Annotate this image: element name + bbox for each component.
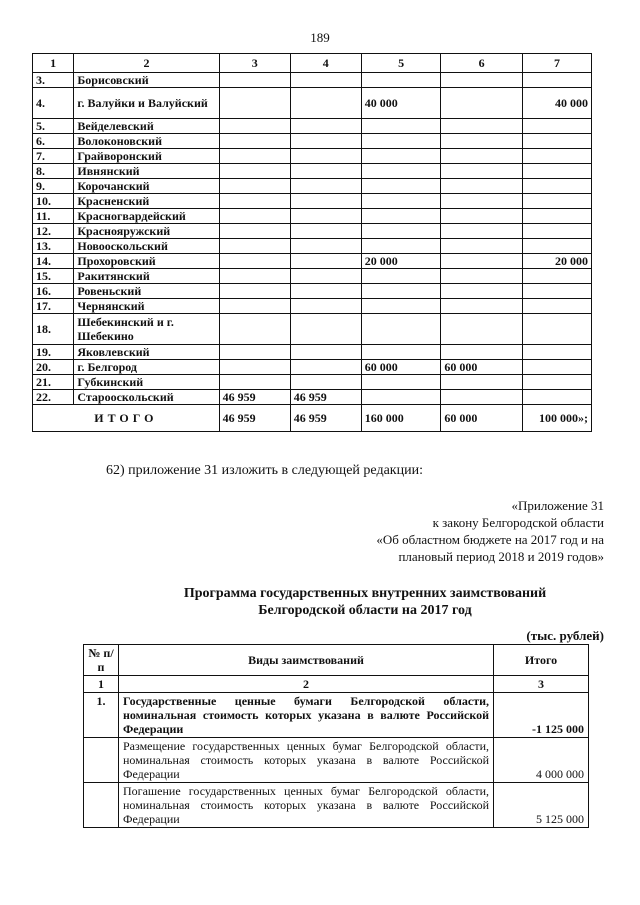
value-cell (290, 179, 361, 194)
table-row (84, 783, 589, 828)
value-cell (523, 149, 592, 164)
value-cell (361, 73, 441, 88)
row-number: 4. (33, 88, 74, 119)
value-cell (523, 224, 592, 239)
value-cell (441, 179, 523, 194)
value-cell (361, 224, 441, 239)
value-cell (523, 375, 592, 390)
value-cell (441, 134, 523, 149)
column-header: 2 (74, 54, 219, 73)
row-number: 1. (84, 693, 119, 738)
value-cell (290, 194, 361, 209)
value-cell (441, 119, 523, 134)
district-name: Ровеньский (74, 284, 219, 299)
value-cell (441, 390, 523, 405)
value-cell (290, 345, 361, 360)
district-name: Краснояружский (74, 224, 219, 239)
borrowing-description: Государственные ценные бумаги Белгородской области, номинальная стоимость которых указана в валюте Российской Федерации (119, 693, 494, 738)
table-row (33, 239, 592, 254)
header-number: № п/п (84, 645, 119, 676)
value-cell (290, 375, 361, 390)
value-cell (361, 149, 441, 164)
value-cell (523, 194, 592, 209)
value-cell (290, 88, 361, 119)
district-name: Старооскольский (74, 390, 219, 405)
total-value: 46 959 (219, 405, 290, 432)
table-row (33, 314, 592, 345)
table-row (33, 390, 592, 405)
value-cell (290, 254, 361, 269)
district-name: Вейделевский (74, 119, 219, 134)
column-number: 1 (84, 676, 119, 693)
value-cell (441, 88, 523, 119)
value-cell: 46 959 (219, 390, 290, 405)
table-row (33, 209, 592, 224)
table-row (33, 88, 592, 119)
district-name: Волоконовский (74, 134, 219, 149)
value-cell (441, 269, 523, 284)
row-number: 3. (33, 73, 74, 88)
value-cell (361, 314, 441, 345)
value-cell (219, 88, 290, 119)
borrowing-program-table (83, 644, 589, 828)
value-cell (361, 179, 441, 194)
district-name: Красногвардейский (74, 209, 219, 224)
value-cell (290, 284, 361, 299)
value-cell (441, 284, 523, 299)
row-number: 18. (33, 314, 74, 345)
district-name: Грайворонский (74, 149, 219, 164)
value-cell: 20 000 (523, 254, 592, 269)
total-value: 60 000 (441, 405, 523, 432)
column-header: 6 (441, 54, 523, 73)
row-number: 13. (33, 239, 74, 254)
value-cell (219, 239, 290, 254)
row-number: 9. (33, 179, 74, 194)
table-row (33, 73, 592, 88)
table-row (84, 738, 589, 783)
value-cell (219, 375, 290, 390)
value-cell (219, 194, 290, 209)
table-row (33, 194, 592, 209)
value-cell (219, 73, 290, 88)
value-cell (361, 375, 441, 390)
annex-line: к закону Белгородской области (432, 515, 604, 530)
value-cell (441, 164, 523, 179)
annex-line: «Об областном бюджете на 2017 год и на (376, 532, 604, 547)
column-header: 7 (523, 54, 592, 73)
total-value: 160 000 (361, 405, 441, 432)
value-cell (290, 134, 361, 149)
header-total: Итого (494, 645, 589, 676)
table-header-row (84, 645, 589, 676)
row-number: 6. (33, 134, 74, 149)
value-cell (219, 314, 290, 345)
row-number: 10. (33, 194, 74, 209)
value-cell (290, 73, 361, 88)
value-cell (523, 119, 592, 134)
value-cell (441, 375, 523, 390)
value-cell (290, 209, 361, 224)
amendment-paragraph: 62) приложение 31 изложить в следующей редакции: (106, 463, 423, 478)
table-row (33, 224, 592, 239)
district-name: Чернянский (74, 299, 219, 314)
row-number: 14. (33, 254, 74, 269)
annex-heading (376, 497, 604, 565)
total-row (33, 405, 592, 432)
column-header: 4 (290, 54, 361, 73)
districts-table (32, 53, 592, 432)
value-cell (219, 149, 290, 164)
value-cell (290, 314, 361, 345)
value-cell (219, 224, 290, 239)
value-cell (441, 209, 523, 224)
value-cell (361, 119, 441, 134)
district-name: Яковлевский (74, 345, 219, 360)
borrowing-amount: 5 125 000 (494, 783, 589, 828)
total-label: ИТОГО (33, 405, 220, 432)
table-row (33, 149, 592, 164)
value-cell: 40 000 (523, 88, 592, 119)
value-cell (219, 269, 290, 284)
borrowing-amount: -1 125 000 (494, 693, 589, 738)
value-cell (361, 209, 441, 224)
table-row (33, 164, 592, 179)
value-cell (219, 284, 290, 299)
column-number: 2 (119, 676, 494, 693)
value-cell (290, 164, 361, 179)
total-value: 46 959 (290, 405, 361, 432)
borrowing-description: Погашение государственных ценных бумаг Белгородской области, номинальная стоимость которых указана в валюте Российской Федерации (119, 783, 494, 828)
annex-line: плановый период 2018 и 2019 годов» (398, 549, 604, 564)
district-name: Шебекинский и г. Шебекино (74, 314, 219, 345)
value-cell (290, 119, 361, 134)
row-number: 16. (33, 284, 74, 299)
document-title (0, 585, 640, 619)
value-cell (361, 390, 441, 405)
column-number: 3 (494, 676, 589, 693)
column-number-row (84, 676, 589, 693)
district-name: Новооскольский (74, 239, 219, 254)
value-cell (523, 209, 592, 224)
value-cell (523, 134, 592, 149)
table-row (33, 179, 592, 194)
table-row (33, 345, 592, 360)
value-cell (441, 345, 523, 360)
row-number: 22. (33, 390, 74, 405)
value-cell (523, 284, 592, 299)
value-cell (361, 299, 441, 314)
row-number (84, 738, 119, 783)
value-cell (219, 134, 290, 149)
district-name: Корочанский (74, 179, 219, 194)
value-cell: 60 000 (361, 360, 441, 375)
column-header: 3 (219, 54, 290, 73)
row-number: 21. (33, 375, 74, 390)
units-label: (тыс. рублей) (526, 628, 604, 643)
header-borrowing-type: Виды заимствований (119, 645, 494, 676)
value-cell (361, 194, 441, 209)
value-cell (219, 209, 290, 224)
row-number: 15. (33, 269, 74, 284)
table-row (33, 119, 592, 134)
column-header: 1 (33, 54, 74, 73)
value-cell (523, 314, 592, 345)
value-cell: 20 000 (361, 254, 441, 269)
value-cell (523, 73, 592, 88)
value-cell (219, 164, 290, 179)
annex-line: «Приложение 31 (511, 498, 604, 513)
table-row (33, 254, 592, 269)
value-cell (523, 360, 592, 375)
value-cell (441, 239, 523, 254)
value-cell (361, 134, 441, 149)
borrowing-description: Размещение государственных ценных бумаг Белгородской области, номинальная стоимость которых указана в валюте Российской Федерации (119, 738, 494, 783)
value-cell (290, 269, 361, 284)
value-cell (523, 239, 592, 254)
value-cell (441, 149, 523, 164)
value-cell (219, 360, 290, 375)
borrowing-amount: 4 000 000 (494, 738, 589, 783)
table-row (33, 375, 592, 390)
value-cell (219, 254, 290, 269)
title-line: Белгородской области на 2017 год (258, 603, 472, 618)
table-row (84, 693, 589, 738)
row-number: 8. (33, 164, 74, 179)
value-cell (290, 360, 361, 375)
table-row (33, 360, 592, 375)
district-name: Борисовский (74, 73, 219, 88)
value-cell (290, 239, 361, 254)
district-name: Ивнянский (74, 164, 219, 179)
page-number: 189 (310, 30, 330, 45)
value-cell (523, 269, 592, 284)
value-cell: 60 000 (441, 360, 523, 375)
value-cell (523, 345, 592, 360)
value-cell (523, 164, 592, 179)
table-row (33, 299, 592, 314)
value-cell (290, 299, 361, 314)
total-value: 100 000»; (523, 405, 592, 432)
district-name: г. Белгород (74, 360, 219, 375)
value-cell (523, 390, 592, 405)
value-cell: 40 000 (361, 88, 441, 119)
district-name: Ракитянский (74, 269, 219, 284)
column-header: 5 (361, 54, 441, 73)
value-cell (441, 314, 523, 345)
row-number (84, 783, 119, 828)
value-cell (361, 269, 441, 284)
row-number: 11. (33, 209, 74, 224)
district-name: Прохоровский (74, 254, 219, 269)
row-number: 20. (33, 360, 74, 375)
row-number: 17. (33, 299, 74, 314)
value-cell (441, 254, 523, 269)
row-number: 5. (33, 119, 74, 134)
value-cell (523, 179, 592, 194)
value-cell: 46 959 (290, 390, 361, 405)
table-row (33, 134, 592, 149)
value-cell (361, 164, 441, 179)
value-cell (361, 345, 441, 360)
title-line: Программа государственных внутренних заимствований (183, 586, 547, 601)
district-name: г. Валуйки и Валуйский (74, 88, 219, 119)
value-cell (441, 224, 523, 239)
value-cell (523, 299, 592, 314)
table-row (33, 269, 592, 284)
value-cell (290, 224, 361, 239)
row-number: 19. (33, 345, 74, 360)
district-name: Красненский (74, 194, 219, 209)
value-cell (219, 179, 290, 194)
value-cell (219, 345, 290, 360)
value-cell (441, 73, 523, 88)
value-cell (290, 149, 361, 164)
value-cell (441, 299, 523, 314)
value-cell (219, 299, 290, 314)
value-cell (361, 284, 441, 299)
table-row (33, 284, 592, 299)
value-cell (441, 194, 523, 209)
value-cell (361, 239, 441, 254)
row-number: 12. (33, 224, 74, 239)
table-header-row (33, 54, 592, 73)
value-cell (219, 119, 290, 134)
district-name: Губкинский (74, 375, 219, 390)
row-number: 7. (33, 149, 74, 164)
